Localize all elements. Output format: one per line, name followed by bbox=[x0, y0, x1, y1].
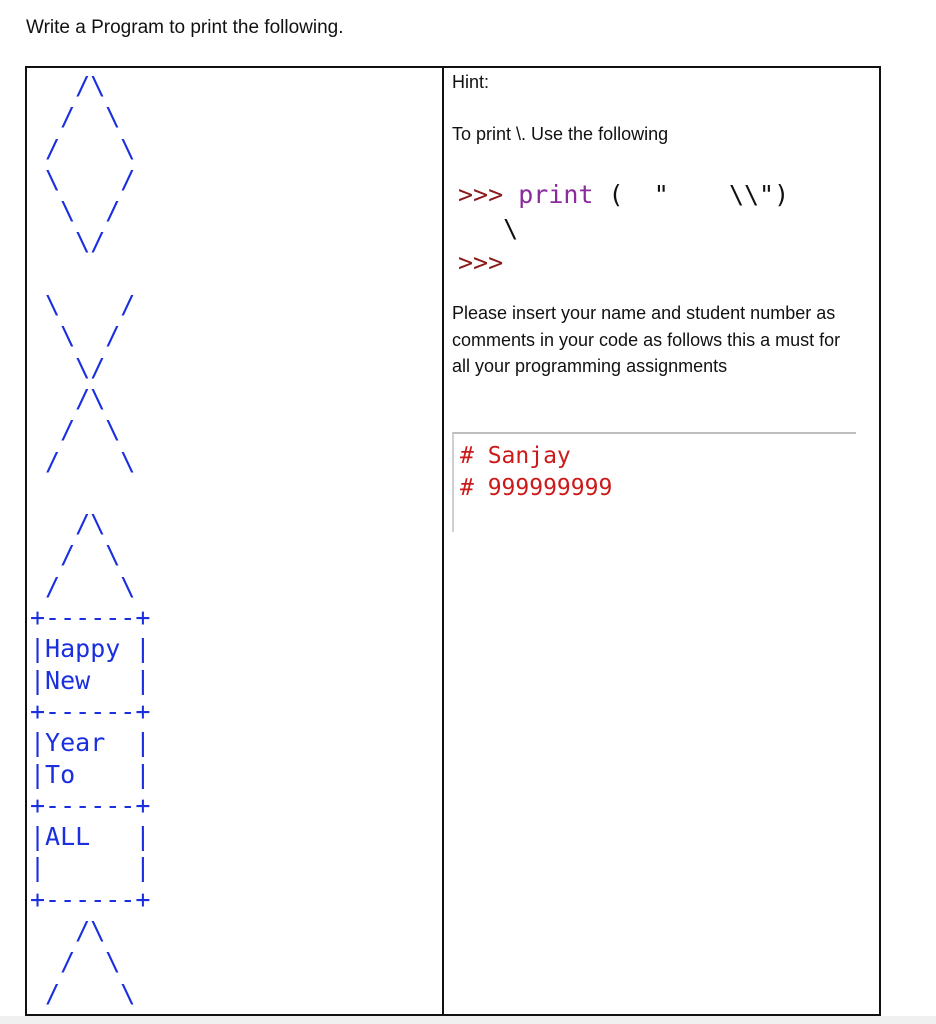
comment-student-number: # 999999999 bbox=[460, 475, 613, 501]
code-args: ( " \\") bbox=[593, 180, 790, 209]
code-example bbox=[458, 178, 789, 280]
code-keyword: print bbox=[518, 180, 594, 209]
left-cell bbox=[30, 70, 440, 1010]
hint-text: To print \. Use the following bbox=[452, 124, 669, 144]
column-divider bbox=[442, 68, 444, 1014]
code-output: \ bbox=[458, 214, 519, 243]
comment-example-box bbox=[452, 432, 856, 532]
instruction-note: Please insert your name and student number as comments in your code as follows this a must for all your programming assignments bbox=[452, 303, 841, 376]
comment-name: # Sanjay bbox=[460, 443, 571, 469]
code-prompt: >>> bbox=[458, 180, 504, 209]
hint-title: Hint: bbox=[452, 72, 490, 92]
code-prompt-2: >>> bbox=[458, 248, 504, 277]
comment-lines bbox=[460, 440, 612, 504]
ascii-art-output: /\ / \ / \ \ / \ / \/ \ / \ / \/ /\ / \ / \ /\ / \ / \ +------+ |Happy | |New | +------+ |Year | |To | +------+ |ALL | | | +------+ /\ / \ / \ bbox=[30, 71, 151, 1008]
page-bottom-edge bbox=[0, 1016, 936, 1024]
page-heading: Write a Program to print the following. bbox=[26, 17, 344, 38]
